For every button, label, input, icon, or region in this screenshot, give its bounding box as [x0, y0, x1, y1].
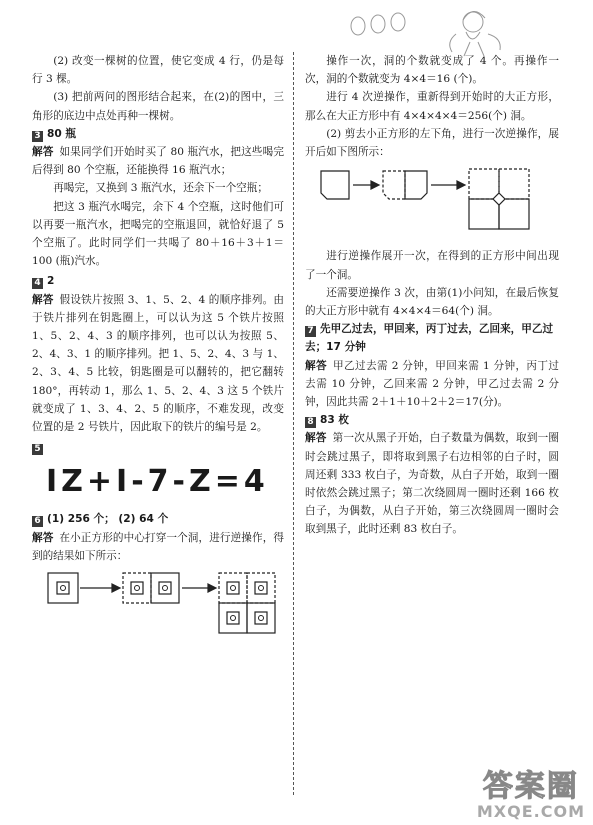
- answer-title: 83 枚: [320, 414, 350, 427]
- unfold-square-diagram: [32, 569, 282, 647]
- paragraph: (2) 改变一棵树的位置，使它变成 4 行，仍是每行 3 棵。: [32, 55, 284, 86]
- column-divider: [293, 52, 294, 795]
- answer-label: 解答: [32, 531, 54, 544]
- answer-title: (1) 256 个； (2) 64 个: [47, 513, 169, 526]
- answer-label: 解答: [305, 432, 327, 445]
- answer-text: 把这 3 瓶汽水喝完，余下 4 个空瓶，这时他们可以再要一瓶汽水，把喝完的空瓶退回，就恰好退了 5 个空瓶了。此时同学们一共喝了 80＋16＋3＋1＝100 (瓶)汽水。: [32, 200, 284, 268]
- cut-corner-diagram: [305, 165, 555, 239]
- section-number: 5: [32, 444, 43, 455]
- section-number: 3: [32, 131, 43, 142]
- section-number: 4: [32, 278, 43, 289]
- answer-title: 80 瓶: [47, 127, 77, 140]
- left-column: [32, 52, 284, 653]
- answer-text: 如果同学们开始时买了 80 瓶汽水，把这些喝完后得到 80 个空瓶，还能换得 16 瓶汽水；: [32, 146, 285, 177]
- section-number: 8: [305, 417, 316, 428]
- answer-text: 第一次从黑子开始，白子数量为偶数，取到一圈时会跳过黑子，即将取到黑子右边相邻的白子时，圆周还剩 333 枚白子，为奇数，从白子开始，取到一圈时依然会跳过黑子；第二次绕圆周一圈时还剩 166 枚白子，为偶数，从白子开始，第三次绕圆周一圈时会取到黑子，此时还剩 83 枚白子。: [305, 432, 560, 536]
- answer-text: 假设铁片按照 3、1、5、2、4 的顺序排列。由于铁片排列在钥匙圈上，可以认为这 5 个铁片按照 1、5、2、4、3 的顺序排列，也可以认为按照 5、2、4、3、1 的顺序排列。把 1、5、2、4、3 与 1、2、3、4、5 比较，钥匙圈是可以翻转的，把它翻转 180°，再转动 1，那么 1、5、2、4、3 这 5 个铁片就变成了 1、3、4、2、5 的顺序，不难发现，改变位置的是 2 号铁片，因此取下的铁片的编号是 2。: [32, 293, 284, 434]
- section-number: 7: [305, 326, 316, 337]
- paragraph: 操作一次，洞的个数就变成了 4 个。再操作一次，洞的个数就变为 4×4＝16 (个)。: [305, 55, 559, 86]
- answer-title: 先甲乙过去，甲回来，丙丁过去，乙回来，甲乙过去；17 分钟: [305, 323, 554, 354]
- answer-label: 解答: [32, 146, 54, 159]
- answer-section-5: [32, 438, 284, 502]
- answer-label: 解答: [305, 359, 327, 372]
- right-column: [305, 52, 559, 539]
- answer-text: 在小正方形的中心打穿一个洞，进行逆操作，得到的结果如下所示：: [32, 531, 285, 562]
- answer-section-6: [32, 510, 284, 653]
- paragraph: (3) 把前两问的图形结合起来，在(2)的图中，三角形的底边中点处再种一棵树。: [32, 91, 284, 122]
- paragraph: (2) 剪去小正方形的左下角，进行一次逆操作，展开后如下图所示：: [305, 127, 559, 159]
- site-watermark: [477, 771, 585, 821]
- watermark-url: MXQE.COM: [476, 802, 585, 821]
- answer-section-8: [305, 411, 559, 538]
- cartoon-illustration: [338, 2, 518, 58]
- answer-text: 甲乙过去需 2 分钟，甲回来需 1 分钟，丙丁过去需 10 分钟，乙回来需 2 分钟，甲乙过去需 2 分钟，因此共需 2＋1＋10＋2＋2＝17(分)。: [305, 359, 560, 409]
- answer-section-7: [305, 320, 559, 411]
- paragraph: 进行 4 次逆操作，重新得到开始时的大正方形，那么在大正方形中有 4×4×4×4＝256(个) 洞。: [305, 91, 559, 122]
- matchstick-equation: IZ+I-7-Z=4: [46, 464, 269, 500]
- answer-section-4: [32, 272, 284, 436]
- answer-title: 2: [47, 275, 55, 288]
- answer-section-3: [32, 125, 284, 271]
- paragraph: 进行逆操作展开一次，在得到的正方形中间出现了一个洞。: [305, 250, 559, 281]
- section-number: 6: [32, 516, 43, 527]
- answer-label: 解答: [32, 293, 54, 306]
- paragraph: 还需要逆操作 3 次，由第(1)小问知，在最后恢复的大正方形中就有 4×4×4＝64(个) 洞。: [305, 286, 559, 318]
- answer-text: 再喝完，又换到 3 瓶汽水，还余下一个空瓶；: [53, 182, 268, 195]
- watermark-logo-text: 答案圈: [482, 769, 579, 804]
